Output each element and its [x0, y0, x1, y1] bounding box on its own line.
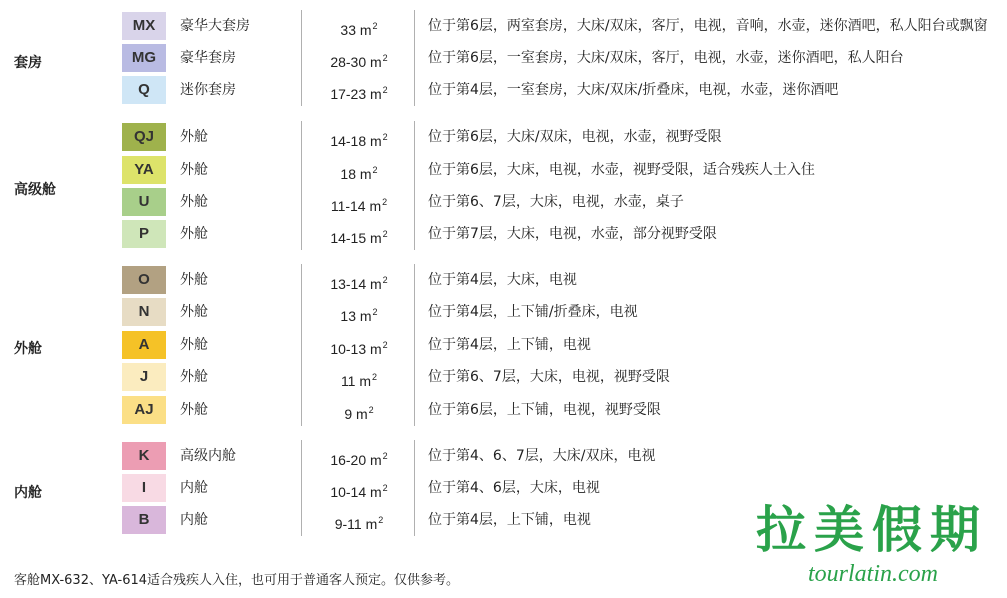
cabin-type: 内舱 — [180, 480, 208, 496]
cabin-description: 位于第4层，上下铺/折叠床，电视 — [428, 304, 638, 320]
area-unit-superscript: 2 — [382, 483, 388, 493]
area-unit-superscript: 2 — [382, 132, 388, 142]
cabin-description: 位于第6、7层，大床，电视，视野受限 — [428, 369, 670, 385]
cabin-description: 位于第4层，上下铺，电视 — [428, 337, 591, 353]
cabin-row — [0, 123, 1007, 151]
cabin-description: 位于第4层，一室套房，大床/双床/折叠床，电视，水壶，迷你酒吧 — [428, 82, 839, 98]
cabin-type: 豪华大套房 — [180, 18, 250, 34]
cabin-row — [0, 44, 1007, 72]
cabin-code-badge: Q — [122, 76, 166, 104]
cabin-row — [0, 266, 1007, 294]
cabin-area-value: 13-14 m — [330, 276, 382, 292]
cabin-code-badge: O — [122, 266, 166, 294]
category-label: 高级舱 — [14, 182, 56, 198]
cabin-type: 外舱 — [180, 194, 208, 210]
cabin-description: 位于第4层，上下铺，电视 — [428, 512, 591, 528]
cabin-area-value: 18 m — [340, 166, 372, 182]
area-unit-superscript: 2 — [368, 405, 374, 415]
footnote: 客舱MX-632、YA-614适合残疾人入住，也可用于普通客人预定。仅供参考。 — [14, 573, 460, 588]
cabin-area — [304, 298, 414, 330]
cabin-description: 位于第4、6层，大床，电视 — [428, 480, 600, 496]
cabin-area-value: 10-13 m — [330, 341, 382, 357]
cabin-area — [304, 76, 414, 108]
cabin-area — [304, 396, 414, 428]
cabin-type: 外舱 — [180, 337, 208, 353]
cabin-code-badge: MX — [122, 12, 166, 40]
cabin-area-value: 33 m — [340, 22, 372, 38]
cabin-row — [0, 156, 1007, 184]
cabin-area-value: 17-23 m — [330, 86, 382, 102]
cabin-area — [304, 442, 414, 474]
category-label: 外舱 — [14, 341, 42, 357]
area-unit-superscript: 2 — [382, 85, 388, 95]
cabin-area-value: 28-30 m — [330, 54, 382, 70]
cabin-area — [304, 266, 414, 298]
cabin-area-value: 9-11 m — [334, 516, 378, 532]
cabin-area-value: 11 m — [340, 373, 372, 389]
cabin-type: 外舱 — [180, 272, 208, 288]
area-unit-superscript: 2 — [382, 275, 388, 285]
cabin-area — [304, 123, 414, 155]
cabin-area — [304, 188, 414, 220]
category-label: 内舱 — [14, 485, 42, 501]
cabin-type: 外舱 — [180, 226, 208, 242]
area-unit-superscript: 2 — [382, 229, 388, 239]
cabin-row — [0, 331, 1007, 359]
cabin-type: 内舱 — [180, 512, 208, 528]
cabin-area — [304, 506, 414, 538]
cabin-description: 位于第6层，大床/双床，电视，水壶，视野受限 — [428, 129, 722, 145]
cabin-row — [0, 298, 1007, 326]
cabin-area — [304, 44, 414, 76]
cabin-row — [0, 188, 1007, 216]
cabin-area — [304, 331, 414, 363]
cabin-description: 位于第6层，大床，电视，水壶，视野受限，适合残疾人士入住 — [428, 162, 815, 178]
cabin-description: 位于第4、6、7层，大床/双床，电视 — [428, 448, 656, 464]
cabin-area — [304, 363, 414, 395]
watermark-chinese: 拉美假期 — [756, 500, 988, 559]
cabin-type: 外舱 — [180, 162, 208, 178]
area-unit-superscript: 2 — [382, 197, 388, 207]
cabin-type: 外舱 — [180, 369, 208, 385]
cabin-area-value: 16-20 m — [330, 452, 382, 468]
cabin-area-value: 9 m — [344, 406, 368, 422]
cabin-code-badge: K — [122, 442, 166, 470]
cabin-area-value: 10-14 m — [330, 484, 382, 500]
cabin-description: 位于第7层，大床，电视，水壶，部分视野受限 — [428, 226, 717, 242]
cabin-type: 外舱 — [180, 402, 208, 418]
cabin-area-value: 14-15 m — [330, 230, 382, 246]
cabin-area-value: 14-18 m — [330, 133, 382, 149]
category-label: 套房 — [14, 55, 42, 71]
cabin-description: 位于第4层，大床，电视 — [428, 272, 577, 288]
area-unit-superscript: 2 — [372, 165, 378, 175]
cabin-code-badge: I — [122, 474, 166, 502]
cabin-code-badge: J — [122, 363, 166, 391]
cabin-row — [0, 76, 1007, 104]
cabin-area — [304, 220, 414, 252]
cabin-description: 位于第6层，一室套房，大床/双床，客厅，电视，水壶，迷你酒吧，私人阳台 — [428, 50, 904, 66]
area-unit-superscript: 2 — [382, 451, 388, 461]
cabin-type: 外舱 — [180, 304, 208, 320]
area-unit-superscript: 2 — [378, 515, 384, 525]
cabin-area — [304, 156, 414, 188]
cabin-row — [0, 396, 1007, 424]
area-unit-superscript: 2 — [372, 21, 378, 31]
cabin-code-badge: P — [122, 220, 166, 248]
cabin-type: 高级内舱 — [180, 448, 236, 464]
cabin-code-badge: QJ — [122, 123, 166, 151]
cabin-area-value: 11-14 m — [330, 198, 382, 214]
cabin-code-badge: AJ — [122, 396, 166, 424]
cabin-row — [0, 220, 1007, 248]
cabin-description: 位于第6层，两室套房，大床/双床，客厅，电视，音响，水壶，迷你酒吧，私人阳台或飘窗 — [428, 18, 988, 34]
cabin-type: 豪华套房 — [180, 50, 236, 66]
cabin-code-badge: N — [122, 298, 166, 326]
cabin-area — [304, 12, 414, 44]
watermark-url: tourlatin.com — [808, 561, 938, 587]
area-unit-superscript: 2 — [382, 53, 388, 63]
cabin-description: 位于第6层，上下铺，电视，视野受限 — [428, 402, 661, 418]
cabin-code-badge: YA — [122, 156, 166, 184]
cabin-row — [0, 12, 1007, 40]
cabin-code-badge: MG — [122, 44, 166, 72]
cabin-row — [0, 442, 1007, 470]
cabin-code-badge: A — [122, 331, 166, 359]
cabin-code-badge: U — [122, 188, 166, 216]
area-unit-superscript: 2 — [382, 340, 388, 350]
cabin-description: 位于第6、7层，大床，电视，水壶，桌子 — [428, 194, 684, 210]
cabin-code-badge: B — [122, 506, 166, 534]
cabin-row — [0, 363, 1007, 391]
cabin-area — [304, 474, 414, 506]
cabin-area-value: 13 m — [340, 308, 372, 324]
area-unit-superscript: 2 — [372, 372, 378, 382]
cabin-type: 外舱 — [180, 129, 208, 145]
area-unit-superscript: 2 — [372, 307, 378, 317]
cabin-type: 迷你套房 — [180, 82, 236, 98]
